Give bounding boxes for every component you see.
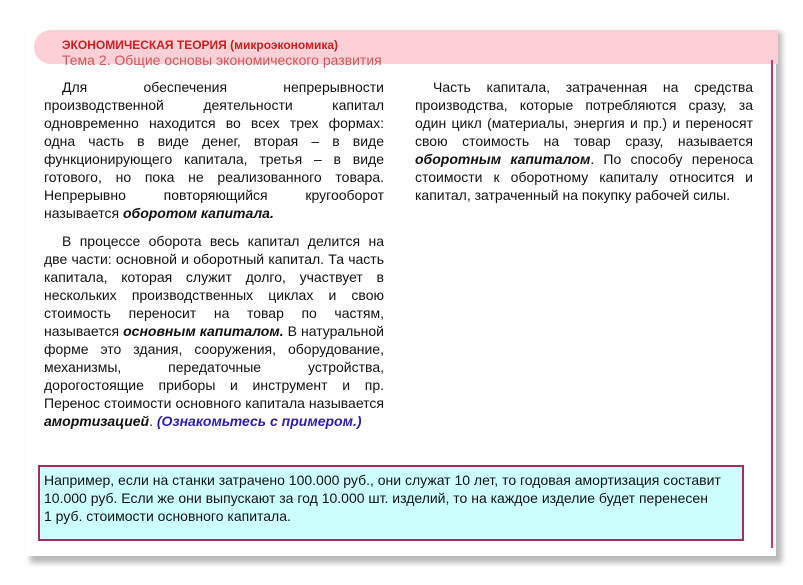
- paragraph-text: Для обеспечения непрерывности производственной деятельности капитал одновременно находится во всех трех формах: одна часть в виде денег, вторая – в виде функционирующего капитала, третья – в виде готового, но пока не реализованного товара. Непрерывно повторяющийся кругооборот называется: [44, 79, 384, 221]
- slide: [26, 24, 776, 556]
- example-line: 1 руб. стоимости основного капитала.: [44, 508, 291, 524]
- example-box: [38, 465, 744, 541]
- paragraph-text: В процессе оборота весь капитал делится на две части: основной и оборотный капитал. Та часть капитала, которая служит долго, участвует в нескольких производственных циклах и свою стоимость переносит на товар по частям, называется: [44, 233, 384, 339]
- topic-title: Тема 2. Общие основы экономического развития: [62, 52, 382, 68]
- left-column: [44, 78, 384, 430]
- example-link[interactable]: (Ознакомьтесь с примером.): [156, 413, 362, 429]
- term-working-capital: оборотным капиталом: [415, 151, 591, 167]
- course-title: ЭКОНОМИЧЕСКАЯ ТЕОРИЯ (микроэкономика): [62, 38, 339, 52]
- paragraph-fixed-capital: [44, 232, 384, 430]
- paragraph-text: В натуральной форме это здания, сооружения, оборудование, механизмы, передаточные устройства, дорогостоящие приборы и инструмент и пр. Перенос стоимости основного капитала называется: [44, 323, 384, 411]
- paragraph-dot: .: [149, 413, 153, 429]
- term-capital-turnover: оборотом капитала.: [122, 205, 274, 221]
- example-line: Например, если на станки затрачено 100.000 руб., они служат 10 лет, то годовая амортизация составит: [44, 472, 721, 488]
- header-bar: [34, 30, 778, 68]
- paragraph-turnover: [44, 78, 384, 222]
- paragraph-text: . По способу переноса стоимости к оборотному капиталу относится и капитал, затраченный на покупку рабочей силы.: [415, 151, 753, 203]
- right-border-line: [771, 60, 773, 548]
- paragraph-working-capital: [415, 78, 753, 204]
- paragraph-text: Часть капитала, затраченная на средства производства, которые потребляются сразу, за один цикл (материалы, энергия и пр.) и переносят свою стоимость на товар сразу, называется: [415, 79, 753, 149]
- term-amortization: амортизацией: [44, 413, 150, 429]
- example-line: 10.000 руб. Если же они выпускают за год 10.000 шт. изделий, то на каждое изделие будет перенесен: [44, 490, 708, 506]
- term-fixed-capital: основным капиталом.: [123, 323, 284, 339]
- right-column: [415, 78, 753, 204]
